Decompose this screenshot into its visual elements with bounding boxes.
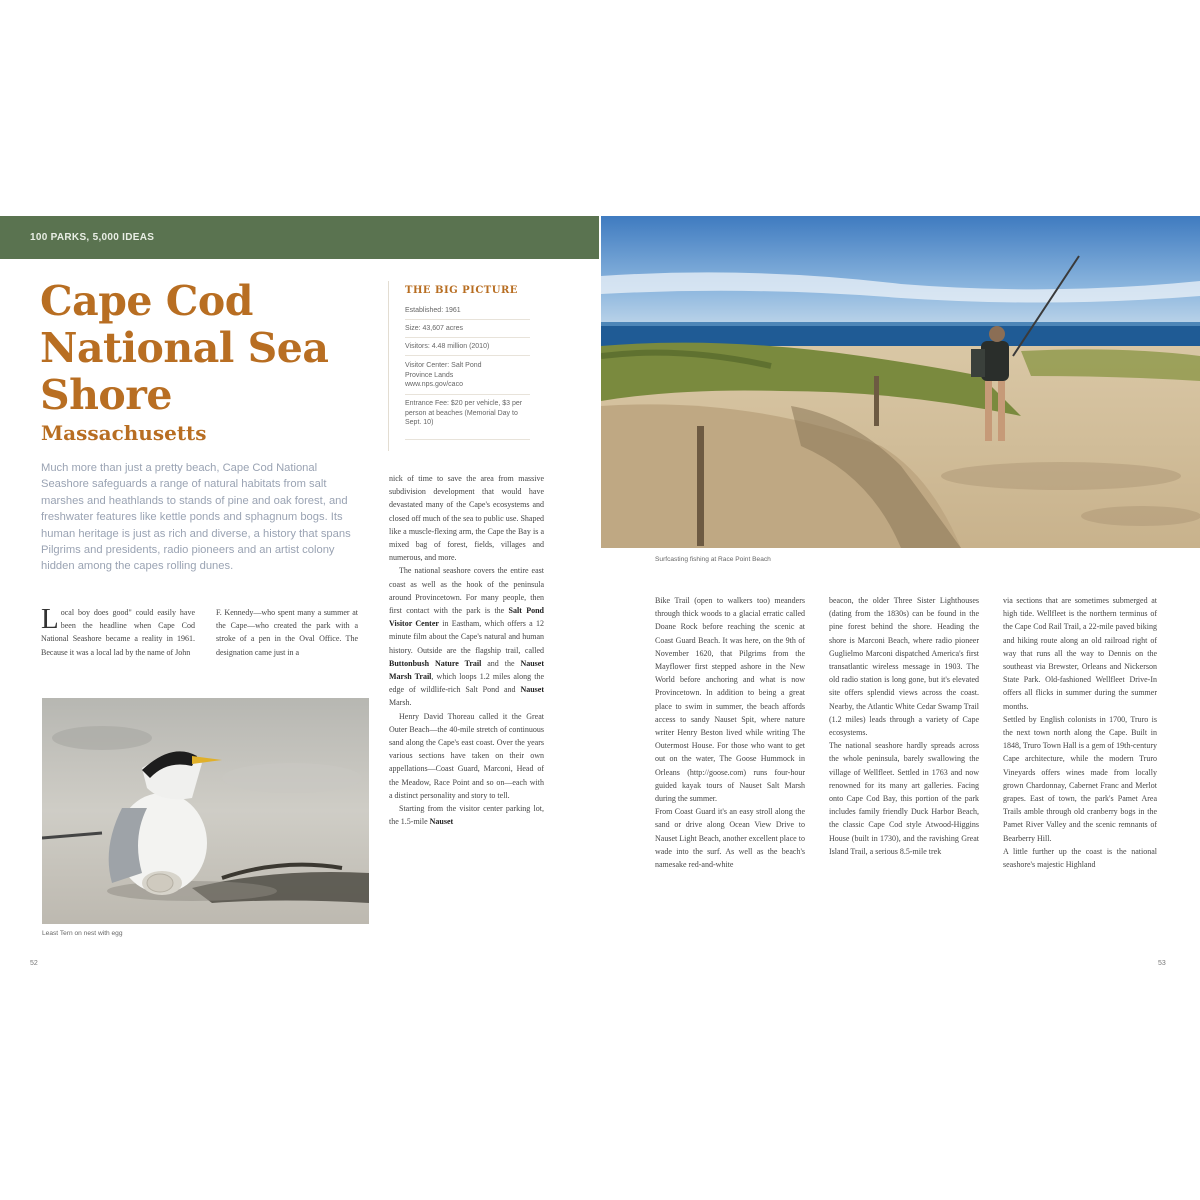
divider xyxy=(405,337,530,338)
body-column-3 xyxy=(389,472,544,828)
page-title: Cape Cod National Sea Shore xyxy=(40,277,329,419)
intro-paragraph: Much more than just a pretty beach, Cape Cod National Seashore safeguards a range of natural habitats from salt marshes and heathlands to stands of pine and oak forest, and freshwater features like kettle ponds and sphagnum bogs. Its human heritage is just as rich and diverse, a history that spans Pilgrims and presidents, radio pioneers and an artist colony hidden among the capes rolling dunes. xyxy=(41,462,351,573)
body-column-5: beacon, the older Three Sister Lighthouses (dating from the 1830s) can be found in the pine forest behind the shore. Heading the shore is Marconi Beach, where radio pioneer Guglielmo Marconi dispatched America's first transatlantic wireless message in 1903. The old radio station is long gone, but it's elevated site offers splendid views across the coast. Nearby, the Atlantic White Cedar Swamp Trail (1.2 miles) leads through a variety of Cape ecosystems. The national seashore hardly spreads across the whole peninsula, barely swallowing the village of Wellfleet. Settled in 1763 and now renowned for its many art galleries. Facing onto Cape Cod Bay, this portion of the park includes family friendly Duck Harbor Beach, the classic Cape Cod style Atwood-Higgins House (built in 1730), and the ravishing Great Island Trail, a serious 8.5-mile trek xyxy=(829,596,979,856)
body-column-1 xyxy=(41,603,195,659)
body-column-2: F. Kennedy—who spent many a summer at the Cape—who created the park with a stroke of a pen in the Oval Office. The designation came just in a xyxy=(216,608,358,657)
big-picture-item: Established: 1961 xyxy=(405,307,461,314)
big-picture-item: Visitor Center: Salt Pond Province Lands www.nps.gov/caco xyxy=(405,362,482,388)
running-head-bar xyxy=(0,216,599,259)
big-picture-item: Entrance Fee: $20 per vehicle, $3 per person at beaches (Memorial Day to Sept. 10) xyxy=(405,400,523,426)
body-paragraph: The national seashore covers the entire east coast as well as the hook of the peninsula around Provincetown. For many people, then first contact with the park is the Salt Pond Visitor Center in Eastham, which offers a 12 minute film about the Cape's natural and human history. Outside are the flagship trail, called Buttonbush Nature Trail and the Nauset Marsh Trail, which loops 1.2 miles along the edge of wildlife-rich Salt Pond and Nauset Marsh. xyxy=(389,566,545,708)
drop-cap: L xyxy=(41,603,59,635)
divider xyxy=(405,394,530,395)
body-text: ocal boy does good" could easily have been the headline when Cape Cod National Seashore became a reality in 1961. Because it was a local lad by the name of John xyxy=(41,608,195,657)
divider xyxy=(405,439,530,440)
photo-caption: Surfcasting fishing at Race Point Beach xyxy=(655,556,771,563)
divider xyxy=(405,319,530,320)
body-paragraph: Starting from the visitor center parking lot, the 1.5-mile Nauset xyxy=(389,804,544,827)
big-picture-item: Visitors: 4.48 million (2010) xyxy=(405,343,490,350)
photo-caption: Least Tern on nest with egg xyxy=(42,930,123,937)
least-tern-image xyxy=(42,698,369,924)
magazine-spread xyxy=(0,216,1200,976)
big-picture-heading: THE BIG PICTURE xyxy=(405,285,518,296)
big-picture-item: Size: 43,607 acres xyxy=(405,325,463,332)
beach-image xyxy=(601,216,1200,548)
body-paragraph: nick of time to save the area from massive subdivision development that would have devastated many of the Cape's ecosystems and closed off much of the sea to public use. Shaped like a muscle-flexing arm, the Cape the Bay is a mixed bag of forest, fields, villages and numerous, and more. xyxy=(389,474,544,563)
divider xyxy=(405,355,530,356)
big-picture-sidebar xyxy=(388,281,539,451)
least-tern-photo xyxy=(42,698,369,924)
page-number: 53 xyxy=(1158,960,1166,967)
body-paragraph: Henry David Thoreau called it the Great Outer Beach—the 40-mile stretch of continuous sand along the Cape's east coast. Over the years various sections have taken on their own appellations—Coast Guard, Marconi, Head of the Meadow, Race Point and so on—each with a distinct personality and story to tell. xyxy=(389,711,544,800)
running-head: 100 PARKS, 5,000 IDEAS xyxy=(30,232,155,243)
page-number: 52 xyxy=(30,960,38,967)
page-subtitle: Massachusetts xyxy=(41,421,207,445)
body-column-6: via sections that are sometimes submerged at high tide. Wellfleet is the northern terminus of the Cape Cod Rail Trail, a 22-mile paved biking and hiking route along an old railroad right of way that runs all the way to Dennis on the southeast via Brewster, Orleans and Nickerson State Park. Old-fashioned Wellfleet Drive-In offers all flicks in summer during the summer months. Settled by English colonists in 1700, Truro is the next town north along the Cape. Built in 1848, Truro Town Hall is a gem of 19th-century Cape architecture, while the modern Truro Vineyards offers wines made from locally grown Chardonnay, Cabernet Franc and Merlot grapes. East of town, the park's Pamet Area Trails amble through old cranberry bogs in the Pamet River Valley and the scenic remnants of Bearberry Hill. A little further up the coast is the national seashore's majestic Highland xyxy=(1003,596,1157,870)
race-point-beach-photo xyxy=(601,216,1200,548)
body-column-4: Bike Trail (open to walkers too) meanders through thick woods to a glacial erratic called Doane Rock before reaching the scenic at Coast Guard Beach. It was here, on the 9th of November 1620, that Pilgrims from the Mayflower first stepped ashore in the New World before anchoring and what is now Provincetown. In addition to being a great place to swim in summer, the beach affords access to sandy Nauset Spit, where nature writer Henry Beston lived while writing The Outermost House. For those who want to get out on the water, The Goose Hummock in Orleans (http://goose.com) runs four-hour guided kayak tours of Nauset Salt Marsh during the summer. From Coast Guard it's an easy stroll along the sand or drive along Ocean View Drive to Nauset Light Beach, another excellent place to wade into the surf. As well as the beach's namesake red-and-white xyxy=(655,596,805,870)
